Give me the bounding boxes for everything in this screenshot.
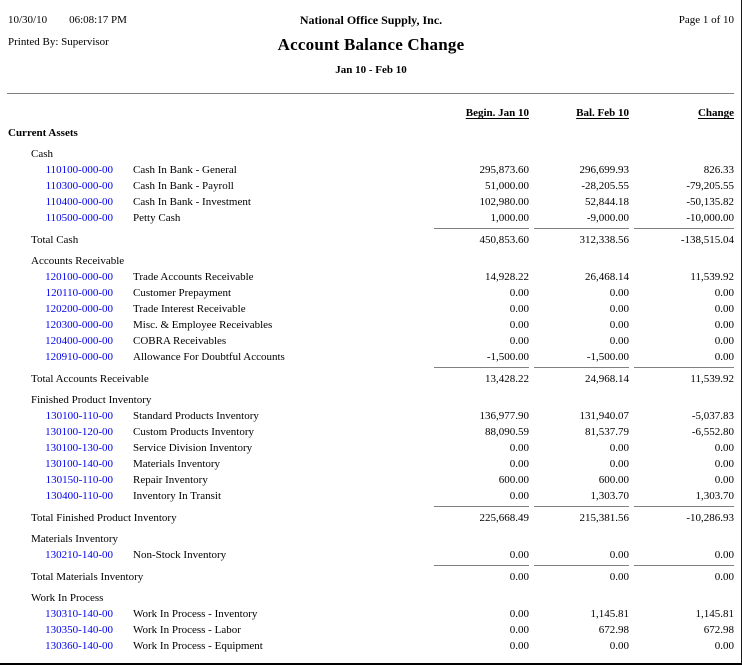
account-number-link[interactable]: 120110-000-00: [45, 287, 113, 299]
account-row: [8, 301, 734, 317]
total-label: Total Accounts Receivable: [31, 373, 149, 385]
change-value: 1,303.70: [695, 490, 734, 502]
section-label: Materials Inventory: [31, 533, 119, 545]
change-value: 0.00: [714, 549, 734, 561]
section-label: Accounts Receivable: [31, 255, 125, 267]
account-number-link[interactable]: 130400-110-00: [45, 490, 113, 502]
report-header: [0, 0, 741, 76]
begin-balance-value: 51,000.00: [485, 180, 529, 192]
account-number-link[interactable]: 120300-000-00: [45, 319, 113, 331]
begin-balance-value: 88,090.59: [485, 426, 529, 438]
change-value: 1,145.81: [695, 608, 734, 620]
account-row: [8, 194, 734, 210]
account-description: Petty Cash: [133, 212, 181, 224]
account-row: [8, 547, 734, 563]
col-header-begin: Begin. Jan 10: [465, 107, 529, 119]
change-value: 0.00: [714, 319, 734, 331]
total-change-value: 0.00: [634, 565, 734, 585]
account-row: [8, 269, 734, 285]
feb-balance-value: 0.00: [609, 549, 629, 561]
feb-balance-value: 131,940.07: [579, 410, 629, 422]
total-feb-value: 24,968.14: [534, 367, 629, 387]
change-value: 0.00: [714, 640, 734, 652]
section-total-row: [8, 367, 734, 387]
total-begin-value: 13,428.22: [434, 367, 529, 387]
feb-balance-value: 0.00: [609, 335, 629, 347]
account-row: [8, 606, 734, 622]
account-number-link[interactable]: 110300-000-00: [45, 180, 113, 192]
account-row: [8, 638, 734, 654]
total-label: Total Finished Product Inventory: [31, 512, 177, 524]
col-spacer: [133, 105, 429, 121]
feb-balance-value: 600.00: [598, 474, 629, 486]
account-row: [8, 472, 734, 488]
feb-balance-value: 0.00: [609, 303, 629, 315]
section-header: [8, 253, 734, 269]
account-description: Trade Interest Receivable: [133, 303, 246, 315]
col-header-change: Change: [697, 107, 734, 119]
account-number-link[interactable]: 120100-000-00: [45, 271, 113, 283]
feb-balance-value: -9,000.00: [586, 212, 629, 224]
begin-balance-value: 0.00: [509, 303, 529, 315]
account-number-link[interactable]: 130100-110-00: [45, 410, 113, 422]
page-number: Page 1 of 10: [678, 14, 734, 26]
begin-balance-value: 102,980.00: [479, 196, 529, 208]
account-number-link[interactable]: 130100-140-00: [45, 458, 113, 470]
report-table: [0, 93, 741, 654]
change-value: 826.33: [703, 164, 734, 176]
account-row: [8, 317, 734, 333]
account-description: Allowance For Doubtful Accounts: [133, 351, 285, 363]
account-number-link[interactable]: 130150-110-00: [45, 474, 113, 486]
company-name: National Office Supply, Inc.: [299, 13, 443, 27]
group-header: [8, 125, 734, 141]
account-row: [8, 349, 734, 365]
total-change-value: 11,539.92: [634, 367, 734, 387]
begin-balance-value: 136,977.90: [479, 410, 529, 422]
account-row: [8, 622, 734, 638]
begin-balance-value: -1,500.00: [486, 351, 529, 363]
section-header: [8, 146, 734, 162]
account-number-link[interactable]: 110400-000-00: [45, 196, 113, 208]
feb-balance-value: 296,699.93: [579, 164, 629, 176]
account-description: COBRA Receivables: [133, 335, 227, 347]
account-number-link[interactable]: 120200-000-00: [45, 303, 113, 315]
feb-balance-value: 0.00: [609, 442, 629, 454]
account-row: [8, 162, 734, 178]
begin-balance-value: 0.00: [509, 640, 529, 652]
change-value: 672.98: [703, 624, 734, 636]
total-feb-value: 0.00: [534, 565, 629, 585]
header-center: [218, 13, 524, 76]
change-value: 0.00: [714, 351, 734, 363]
feb-balance-value: -1,500.00: [586, 351, 629, 363]
account-row: [8, 440, 734, 456]
begin-balance-value: 0.00: [509, 319, 529, 331]
begin-balance-value: 0.00: [509, 335, 529, 347]
account-number-link[interactable]: 120910-000-00: [45, 351, 113, 363]
account-description: Service Division Inventory: [133, 442, 253, 454]
account-number-link[interactable]: 130210-140-00: [45, 549, 113, 561]
feb-balance-value: 1,303.70: [590, 490, 629, 502]
account-number-link[interactable]: 120400-000-00: [45, 335, 113, 347]
account-description: Cash In Bank - Investment: [133, 196, 251, 208]
feb-balance-value: 0.00: [609, 640, 629, 652]
total-feb-value: 215,381.56: [534, 506, 629, 526]
account-description: Misc. & Employee Receivables: [133, 319, 273, 331]
change-value: -10,000.00: [686, 212, 734, 224]
account-row: [8, 333, 734, 349]
report-period: Jan 10 - Feb 10: [335, 64, 407, 76]
account-row: [8, 424, 734, 440]
section-label: Work In Process: [31, 592, 104, 604]
section-header: [8, 392, 734, 408]
column-headers: [8, 105, 734, 121]
feb-balance-value: 26,468.14: [585, 271, 629, 283]
total-label: Total Cash: [31, 234, 79, 246]
begin-balance-value: 0.00: [509, 458, 529, 470]
account-description: Work In Process - Inventory: [133, 608, 258, 620]
change-value: 0.00: [714, 442, 734, 454]
section-header: [8, 531, 734, 547]
account-description: Customer Prepayment: [133, 287, 232, 299]
account-description: Materials Inventory: [133, 458, 221, 470]
col-header-bal: Bal. Feb 10: [576, 107, 629, 119]
feb-balance-value: -28,205.55: [581, 180, 629, 192]
change-value: 0.00: [714, 335, 734, 347]
account-description: Cash In Bank - General: [133, 164, 237, 176]
begin-balance-value: 295,873.60: [479, 164, 529, 176]
account-row: [8, 285, 734, 301]
change-value: -5,037.83: [691, 410, 734, 422]
change-value: 0.00: [714, 474, 734, 486]
feb-balance-value: 0.00: [609, 458, 629, 470]
total-feb-value: 312,338.56: [534, 228, 629, 248]
feb-balance-value: 81,537.79: [585, 426, 629, 438]
account-row: [8, 456, 734, 472]
begin-balance-value: 14,928.22: [485, 271, 529, 283]
begin-balance-value: 600.00: [498, 474, 529, 486]
change-value: 11,539.92: [690, 271, 734, 283]
begin-balance-value: 0.00: [509, 624, 529, 636]
section-label: Cash: [31, 148, 53, 160]
change-value: 0.00: [714, 287, 734, 299]
feb-balance-value: 0.00: [609, 319, 629, 331]
begin-balance-value: 0.00: [509, 490, 529, 502]
total-change-value: -138,515.04: [634, 228, 734, 248]
account-description: Trade Accounts Receivable: [133, 271, 254, 283]
section-total-row: [8, 506, 734, 526]
account-description: Work In Process - Labor: [133, 624, 241, 636]
section-header: [8, 590, 734, 606]
begin-balance-value: 0.00: [509, 608, 529, 620]
header-left: [8, 13, 218, 76]
total-begin-value: 0.00: [434, 565, 529, 585]
feb-balance-value: 672.98: [598, 624, 629, 636]
account-row: [8, 408, 734, 424]
col-spacer: [8, 105, 128, 121]
section-total-row: [8, 228, 734, 248]
account-description: Cash In Bank - Payroll: [133, 180, 234, 192]
account-description: Non-Stock Inventory: [133, 549, 227, 561]
total-label: Total Materials Inventory: [31, 571, 144, 583]
change-value: -79,205.55: [686, 180, 734, 192]
change-value: -50,135.82: [686, 196, 734, 208]
account-row: [8, 210, 734, 226]
change-value: 0.00: [714, 458, 734, 470]
begin-balance-value: 0.00: [509, 287, 529, 299]
account-description: Standard Products Inventory: [133, 410, 259, 422]
account-number-link[interactable]: 130100-120-00: [45, 426, 113, 438]
print-date: 10/30/10: [8, 14, 48, 26]
account-description: Inventory In Transit: [133, 490, 221, 502]
total-change-value: -10,286.93: [634, 506, 734, 526]
account-description: Repair Inventory: [133, 474, 208, 486]
account-number-link[interactable]: 110500-000-00: [45, 212, 113, 224]
print-time: 06:08:17 PM: [69, 14, 127, 26]
report-body: [8, 146, 734, 654]
feb-balance-value: 1,145.81: [590, 608, 629, 620]
begin-balance-value: 1,000.00: [490, 212, 529, 224]
change-value: -6,552.80: [691, 426, 734, 438]
report-title: Account Balance Change: [277, 35, 465, 54]
account-number-link[interactable]: 130100-130-00: [45, 442, 113, 454]
account-number-link[interactable]: 110100-000-00: [45, 164, 113, 176]
account-description: Work In Process - Equipment: [133, 640, 263, 652]
group-label: Current Assets: [8, 127, 78, 139]
account-description: Custom Products Inventory: [133, 426, 254, 438]
account-number-link[interactable]: 130360-140-00: [45, 640, 113, 652]
account-number-link[interactable]: 130310-140-00: [45, 608, 113, 620]
total-begin-value: 225,668.49: [434, 506, 529, 526]
feb-balance-value: 52,844.18: [585, 196, 629, 208]
printed-by: Printed By: Supervisor: [8, 36, 109, 48]
account-number-link[interactable]: 130350-140-00: [45, 624, 113, 636]
feb-balance-value: 0.00: [609, 287, 629, 299]
section-label: Finished Product Inventory: [31, 394, 152, 406]
begin-balance-value: 0.00: [509, 549, 529, 561]
total-begin-value: 450,853.60: [434, 228, 529, 248]
account-row: [8, 488, 734, 504]
section-total-row: [8, 565, 734, 585]
change-value: 0.00: [714, 303, 734, 315]
begin-balance-value: 0.00: [509, 442, 529, 454]
account-row: [8, 178, 734, 194]
